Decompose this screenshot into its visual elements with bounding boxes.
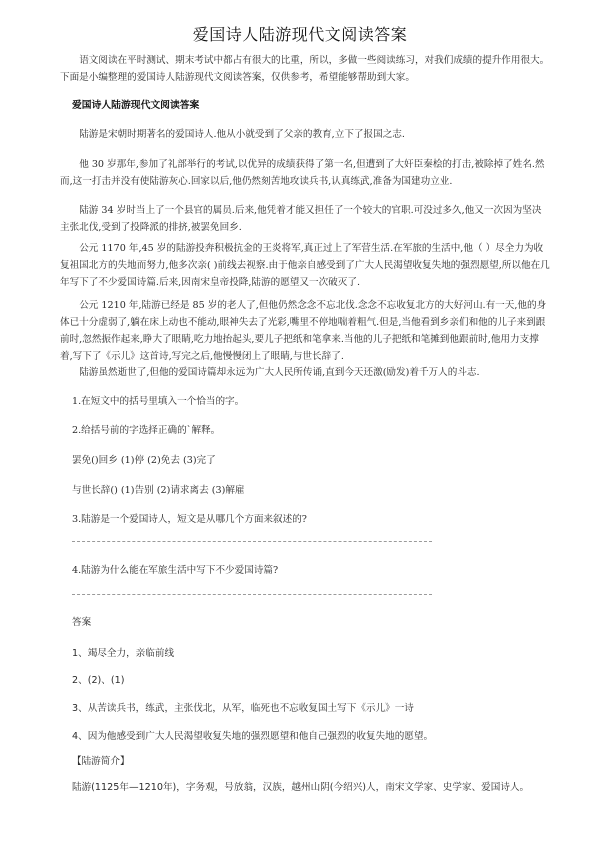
article-paragraph-4: 公元 1170 年,45 岁的陆游投奔积极抗金的王炎将军,真正过上了军营生活.在军旅的生活中,他（ ）尽全力为收复祖国北方的失地而努力,他多次亲( )前线去视察.由于他亲自感受到了广大人民渴望收复失地的强烈愿望,所以他在几年写下了不少爱国诗篇.后来,因南宋皇帝投降,陆游的愿望又一次破灭了. [60,243,550,288]
article-paragraph-2: 他 30 岁那年,参加了礼部举行的考试,以优异的成绩获得了第一名,但遭到了大奸臣秦桧的打击,被除掉了姓名.然而,这一打击并没有使陆游灰心.回家以后,他仍然刻苦地攻读兵书,认真练武,准备为国建功立业. [60,159,545,187]
question-4: 4.陆游为什么能在军旅生活中写下不少爱国诗篇? [72,565,279,576]
article-paragraph-3: 陆游 34 岁时当上了一个县官的属员.后来,他凭着才能又担任了一个较大的官职.可没过多久,他又一次因为坚决主张北伐,受到了投降派的排挤,被罢免回乡. [60,205,542,233]
answer-1: 1、竭尽全力，亲临前线 [72,648,175,659]
article-paragraph-1: 陆游是宋朝时期著名的爱国诗人.他从小就受到了父亲的教育,立下了报国之志. [79,129,405,140]
question-2-option-a: 罢免()回乡 (1)停 (2)免去 (3)完了 [72,455,216,466]
answer-line-3 [72,541,432,542]
question-1: 1.在短文中的括号里填入一个恰当的字。 [72,396,245,407]
answer-4: 4、因为他感受到广大人民渴望收复失地的强烈愿望和他自己强烈的收复失地的愿望。 [72,731,434,742]
article-paragraph-6: 陆游虽然逝世了,但他的爱国诗篇却永远为广大人民所传诵,直到今天还激(励发)着千万人的斗志. [79,367,480,378]
bio-heading: 【陆游简介】 [72,756,130,767]
answer-heading: 答案 [72,617,92,628]
answer-3: 3、从苦读兵书，练武，主张伐北，从军，临死也不忘收复国土写下《示儿》一诗 [72,703,414,714]
bio-paragraph: 陆游(1125年—1210年)，字务观，号放翁，汉族，越州山阴(今绍兴)人，南宋文学家、史学家、爱国诗人。 [72,782,530,793]
answer-2: 2、(2)、(1) [72,675,125,686]
article-paragraph-5: 公元 1210 年,陆游已经是 85 岁的老人了,但他仍然念念不忘北伐.念念不忘收复北方的大好河山.有一天,他的身体已十分虚弱了,躺在床上动也不能动,眼神失去了光彩,嘴里不停地喘着粗气.但是,当他看到乡亲们和他的儿子来到跟前时,忽然振作起来,睁大了眼睛,吃力地抬起头,要儿子把纸和笔拿来.当他的儿子把纸和笔摊到他跟前时,他用力支撑着,写下了《示儿》这首诗,写完之后,他慢慢闭上了眼睛,与世长辞了. [60,300,547,362]
answer-line-4 [72,594,432,595]
article-subtitle: 爱国诗人陆游现代文阅读答案 [72,100,200,111]
question-3: 3.陆游是一个爱国诗人，短文是从哪几个方面来叙述的? [72,514,307,525]
document-title: 爱国诗人陆游现代文阅读答案 [192,25,408,44]
question-2: 2.给括号前的字选择正确的`解释。 [72,425,221,436]
intro-paragraph: 语文阅读在平时测试、期末考试中都占有很大的比重，所以，多做一些阅读练习，对我们成绩的提升作用很大。下面是小编整理的爱国诗人陆游现代文阅读答案，仅供参考，希望能够帮助到大家。 [60,55,550,83]
question-2-option-b: 与世长辞() (1)告别 (2)请求离去 (3)解雇 [72,485,245,496]
